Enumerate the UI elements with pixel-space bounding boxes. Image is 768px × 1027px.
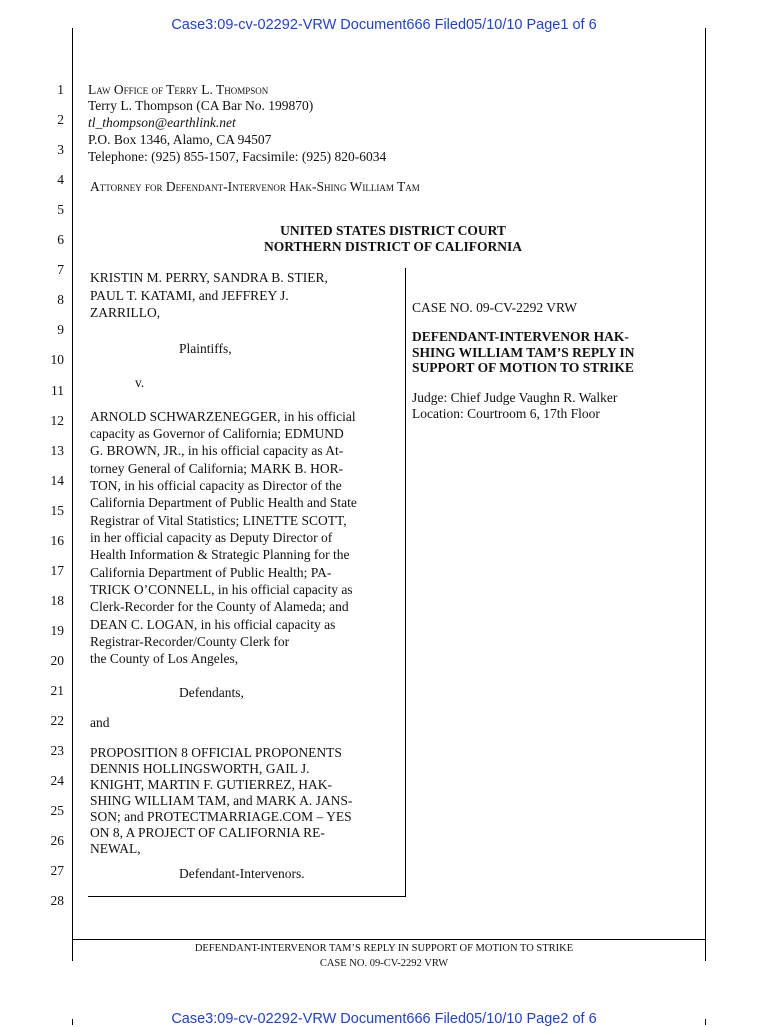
caption-line: NEWAL, [90, 841, 141, 856]
line-number: 23 [50, 743, 64, 759]
caption-line: DEAN C. LOGAN, in his official capacity as [90, 617, 336, 632]
attorney-address: P.O. Box 1346, Alamo, CA 94507 [88, 132, 272, 147]
line-number: 24 [50, 773, 64, 789]
caption-line: TON, in his official capacity as Director of the [90, 478, 342, 493]
right-margin-line [705, 28, 706, 961]
line-number: 16 [50, 532, 64, 548]
line-number: 13 [50, 442, 64, 458]
judge-line: Judge: Chief Judge Vaughn R. Walker [412, 390, 618, 405]
ecf-stamp-header: Case3:09-cv-02292-VRW Document666 Filed05/10/10 Page1 of 6 [171, 17, 597, 33]
line-number: 11 [51, 382, 64, 398]
line-number: 18 [50, 592, 64, 608]
footer-title: DEFENDANT-INTERVENOR TAM’S REPLY IN SUPPORT OF MOTION TO STRIKE [194, 943, 574, 954]
caption-line: Registrar of Vital Statistics; LINETTE SCOTT, [90, 513, 347, 528]
document-title-line: SUPPORT OF MOTION TO STRIKE [412, 360, 634, 375]
line-number: 2 [57, 112, 64, 128]
line-number: 12 [50, 412, 64, 428]
left-margin-line [72, 28, 73, 961]
caption-line: the County of Los Angeles, [90, 651, 239, 666]
line-number: 15 [50, 502, 64, 518]
caption-line: TRICK O’CONNELL, in his official capacity as [90, 582, 353, 597]
court-name-line2: NORTHERN DISTRICT OF CALIFORNIA [264, 239, 522, 254]
line-number: 8 [57, 292, 64, 308]
line-number: 10 [50, 352, 64, 368]
location-line: Location: Courtroom 6, 17th Floor [412, 406, 600, 421]
plaintiffs-label: Plaintiffs, [179, 341, 232, 356]
line-number: 5 [57, 202, 64, 218]
caption-line: torney General of California; MARK B. HOR- [90, 461, 344, 476]
caption-line: PROPOSITION 8 OFFICIAL PROPONENTS [90, 745, 342, 760]
footer-case-number: CASE NO. 09-CV-2292 VRW [319, 958, 449, 969]
caption-line: SON; and PROTECTMARRIAGE.COM – YES [90, 809, 352, 824]
caption-line: capacity as Governor of California; EDMUND [90, 426, 344, 441]
footer-top-line [72, 939, 706, 940]
caption-line: ON 8, A PROJECT OF CALIFORNIA RE- [90, 825, 325, 840]
line-number: 6 [57, 232, 64, 248]
caption-line: KNIGHT, MARTIN F. GUTIERREZ, HAK- [90, 777, 332, 792]
line-number: 14 [50, 472, 64, 488]
line-number: 1 [57, 82, 64, 97]
attorney-phone: Telephone: (925) 855-1507, Facsimile: (925) 820-6034 [88, 149, 387, 164]
caption-line: PAUL T. KATAMI, and JEFFREY J. [90, 288, 289, 303]
line-number: 3 [57, 142, 64, 158]
line-number: 28 [50, 893, 64, 909]
caption-line: in her official capacity as Deputy Director of [90, 530, 333, 545]
line-number: 7 [57, 262, 64, 278]
line-number: 20 [50, 652, 64, 668]
line-number: 21 [50, 683, 64, 698]
case-number: CASE NO. 09-CV-2292 VRW [412, 300, 578, 315]
caption-line: California Department of Public Health and State [90, 495, 357, 510]
caption-divider-line [405, 268, 406, 896]
intervenors-label: Defendant-Intervenors. [179, 866, 305, 881]
ecf-stamp-page2: Case3:09-cv-02292-VRW Document666 Filed05/10/10 Page2 of 6 [171, 1011, 597, 1027]
document-title-line: DEFENDANT-INTERVENOR HAK- [412, 329, 629, 344]
attorney-name: Terry L. Thompson (CA Bar No. 199870) [88, 98, 314, 113]
line-number: 26 [50, 833, 64, 849]
caption-line: ZARRILLO, [90, 305, 161, 320]
line-number: 25 [50, 803, 64, 819]
caption-line: Health Information & Strategic Planning for the [90, 547, 350, 562]
caption-line: California Department of Public Health; PA- [90, 565, 332, 580]
attorney-for-line: Attorney for Defendant-Intervenor Hak-Shing William Tam [90, 179, 420, 194]
law-office-name: Law Office of Terry L. Thompson [88, 82, 269, 97]
page2-left-margin-line [72, 1019, 73, 1025]
line-number: 17 [50, 562, 64, 578]
defendants-label: Defendants, [179, 685, 244, 700]
document-title-line: SHING WILLIAM TAM’S REPLY IN [412, 345, 635, 360]
line-number: 27 [50, 863, 64, 879]
caption-line: Registrar-Recorder/County Clerk for [90, 634, 290, 649]
caption-line: Clerk-Recorder for the County of Alameda; and [90, 599, 349, 614]
caption-line: G. BROWN, JR., in his official capacity as At- [90, 443, 344, 458]
page2-right-margin-line [705, 1019, 706, 1025]
attorney-email: tl_thompson@earthlink.net [88, 115, 236, 130]
line-number: 19 [50, 622, 64, 638]
court-name-line1: UNITED STATES DISTRICT COURT [280, 223, 506, 238]
line-number: 9 [57, 322, 64, 338]
caption-line: SHING WILLIAM TAM, and MARK A. JANS- [90, 793, 353, 808]
line-number: 22 [50, 713, 64, 729]
versus-label: v. [135, 375, 145, 390]
caption-line: ARNOLD SCHWARZENEGGER, in his official [90, 409, 356, 424]
line-number: 4 [57, 172, 64, 188]
caption-line: KRISTIN M. PERRY, SANDRA B. STIER, [90, 270, 328, 285]
and-label: and [90, 715, 110, 730]
caption-line: DENNIS HOLLINGSWORTH, GAIL J. [90, 761, 310, 776]
caption-bottom-line [88, 896, 406, 897]
